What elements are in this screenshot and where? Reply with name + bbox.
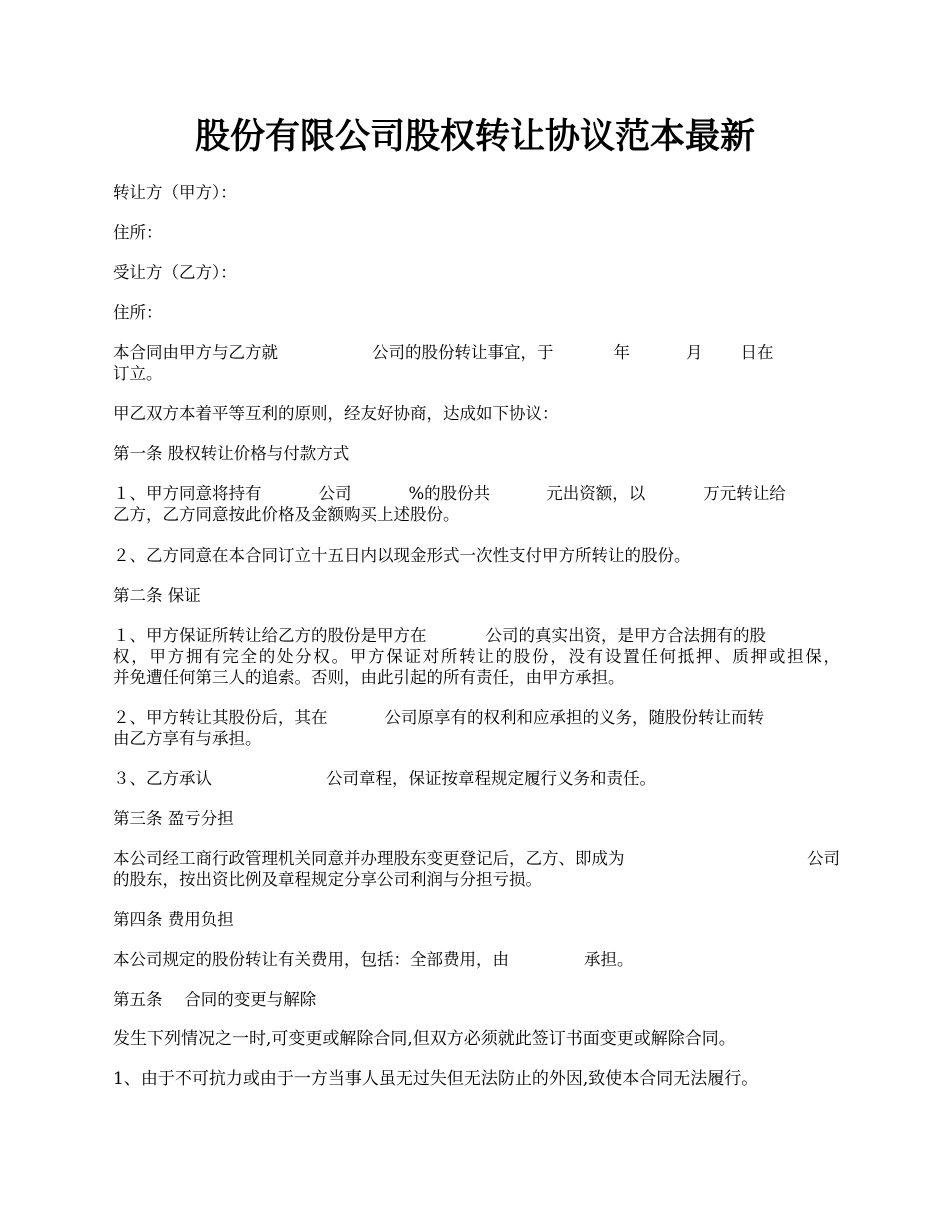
- document-title: 股份有限公司股权转让协议范本最新: [194, 117, 755, 157]
- transferor-label: 转让方（甲方）：: [113, 183, 237, 202]
- clause-text: 元出资额，以: [546, 484, 646, 503]
- intro-text: 月: [686, 343, 703, 362]
- clause-text: 权，甲方拥有完全的处分权。甲方保证对所转让的股份，没有设置任何抵押、质押或担保，: [113, 647, 840, 666]
- address-label: 住所：: [113, 303, 163, 322]
- intro-paragraph: [113, 342, 840, 384]
- intro-text: 年: [613, 343, 630, 362]
- article-3-body: [113, 848, 840, 890]
- article-3-heading: 第三条 盈亏分担: [113, 809, 234, 828]
- clause-text: 本公司规定的股份转让有关费用，包括：全部费用，由: [113, 950, 509, 969]
- transferee-label: 受让方（乙方）：: [113, 263, 237, 282]
- clause-text: １、甲方保证所转让给乙方的股份是甲方在: [113, 626, 427, 645]
- intro-text: 订立。: [113, 364, 163, 383]
- clause-text: １、甲方同意将持有: [113, 484, 262, 503]
- clause-text: 的股东，按出资比例及章程规定分享公司利润与分担亏损。: [113, 870, 542, 889]
- intro-text: 本合同由甲方与乙方就: [113, 343, 278, 362]
- clause-text: 万元转让给: [703, 484, 786, 503]
- clause-text: 公司原享有的权利和应承担的义务，随股份转让而转: [384, 708, 764, 727]
- article-2-clause-1: [113, 625, 840, 688]
- article-1-clause-2: ２、乙方同意在本合同订立十五日内以现金形式一次性支付甲方所转让的股份。: [113, 546, 691, 565]
- clause-text: ２、甲方转让其股份后，其在: [113, 708, 328, 727]
- clause-text: 公司: [318, 484, 352, 503]
- clause-text: 本公司经工商行政管理机关同意并办理股东变更登记后，乙方、即成为: [113, 849, 625, 868]
- clause-text: 公司: [807, 849, 840, 868]
- article-2-heading: 第二条 保证: [113, 586, 201, 605]
- article-1-heading: 第一条 股权转让价格与付款方式: [113, 444, 350, 463]
- clause-text: 乙方，乙方同意按此价格及金额购买上述股份。: [113, 505, 460, 524]
- article-1-clause-1: [113, 483, 840, 525]
- article-2-clause-3: [113, 768, 840, 789]
- article-5-body: 发生下列情况之一时,可变更或解除合同,但双方必须就此签订书面变更或解除合同。: [113, 1029, 736, 1049]
- clause-text: 公司的真实出资，是甲方合法拥有的股: [485, 626, 766, 645]
- article-2-clause-2: [113, 707, 840, 749]
- clause-text: 并免遭任何第三人的追索。否则，由此引起的所有责任，由甲方承担。: [113, 668, 625, 687]
- clause-text: ３、乙方承认: [113, 769, 212, 788]
- clause-text: 公司章程，保证按章程规定履行义务和责任。: [326, 769, 656, 788]
- intro-text: 公司的股份转让事宜，于: [372, 343, 554, 362]
- article-4-heading: 第四条 费用负担: [113, 910, 234, 929]
- intro-text: 日在: [740, 343, 774, 362]
- clause-text: %的股份共: [408, 484, 491, 503]
- article-5-item-1: 1、由于不可抗力或由于一方当事人虽无过失但无法防止的外因,致使本合同无法履行。: [113, 1069, 759, 1089]
- principle-paragraph: 甲乙双方本着平等互利的原则，经友好协商，达成如下协议：: [113, 404, 559, 423]
- article-4-body: [113, 949, 840, 970]
- clause-text: 由乙方享有与承担。: [113, 729, 262, 748]
- address-label: 住所：: [113, 223, 163, 242]
- clause-text: 承担。: [584, 950, 634, 969]
- article-5-heading: 第五条 合同的变更与解除: [113, 990, 317, 1009]
